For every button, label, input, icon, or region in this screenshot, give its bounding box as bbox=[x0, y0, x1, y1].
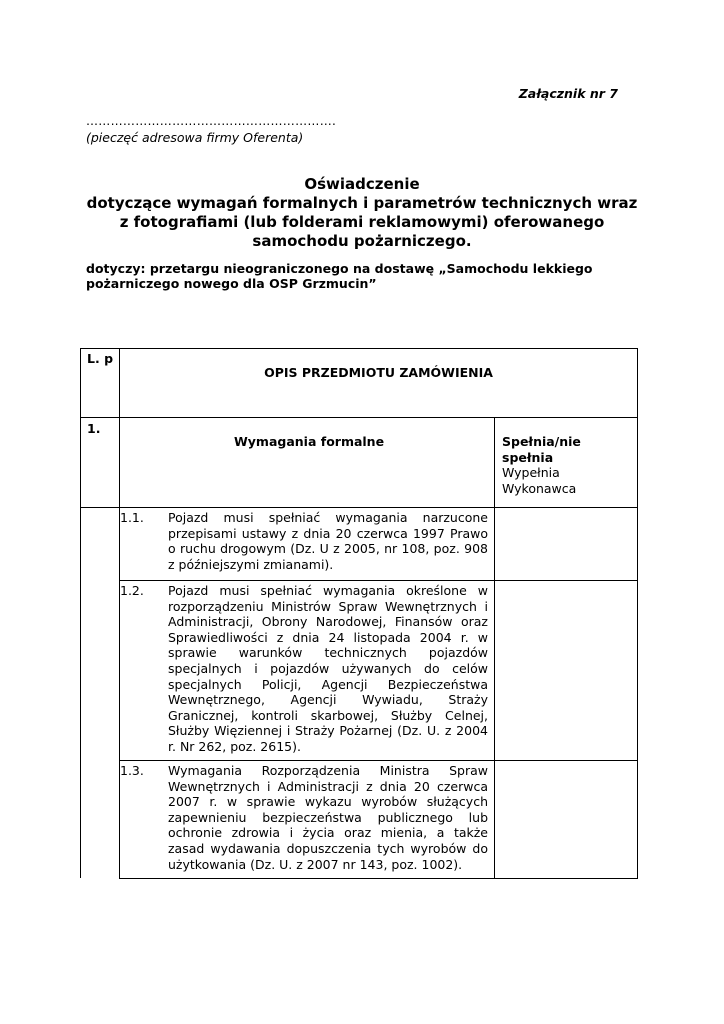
subject-line-2: pożarniczego nowego dla OSP Grzmucin” bbox=[86, 276, 377, 291]
table-border-top bbox=[80, 348, 638, 349]
title-line-1: Oświadczenie bbox=[304, 175, 420, 193]
table-row bbox=[120, 510, 488, 572]
title-line-3: z fotografiami (lub folderami reklamowymi) oferowanego bbox=[119, 213, 605, 231]
table-col-divider bbox=[119, 348, 120, 879]
column-description-header: OPIS PRZEDMIOTU ZAMÓWIENIA bbox=[264, 365, 493, 380]
table-row bbox=[120, 583, 488, 755]
column-lp-header: L. p bbox=[87, 351, 114, 366]
table-border-right bbox=[637, 348, 638, 879]
annex-label: Załącznik nr 7 bbox=[518, 86, 618, 101]
compliance-line-3: Wypełnia bbox=[502, 465, 560, 480]
compliance-line-2: spełnia bbox=[502, 449, 554, 465]
title-line-4: samochodu pożarniczego. bbox=[252, 232, 472, 250]
requirement-number: 1.2. bbox=[120, 583, 144, 598]
subject-line-1: dotyczy: przetargu nieograniczonego na dostawę „Samochodu lekkiego bbox=[86, 261, 593, 276]
tender-subject bbox=[86, 261, 606, 291]
table-compliance-divider bbox=[494, 417, 495, 879]
requirement-text: Pojazd musi spełniać wymagania narzucone przepisami ustawy z dnia 20 czerwca 1997 Prawo o ruchu drogowym (Dz. U z 2005, nr 108, poz. 908 z późniejszymi zmianami). bbox=[168, 510, 488, 572]
compliance-line-4: Wykonawca bbox=[502, 480, 577, 496]
table-rule-section bbox=[80, 507, 638, 508]
table-rule-row2 bbox=[119, 760, 638, 761]
compliance-line-1: Spełnia/nie bbox=[502, 434, 581, 449]
table-rule-row1 bbox=[119, 580, 638, 581]
requirement-text: Wymagania Rozporządzenia Ministra Spraw Wewnętrznych i Administracji z dnia 20 czerwca 2007 r. w sprawie wykazu wyrobów służących zapewnieniu bezpieczeństwa publicznego lub ochronie zdrowia i życia oraz mienia, a także zasad wydawania dopuszczenia tych wyrobów do użytkowania (Dz. U. z 2007 nr 143, poz. 1002). bbox=[168, 763, 488, 872]
section-title: Wymagania formalne bbox=[234, 434, 385, 449]
table-rule-header bbox=[80, 417, 638, 418]
table-row bbox=[120, 763, 488, 872]
table-border-left bbox=[80, 348, 81, 878]
compliance-header bbox=[502, 434, 581, 496]
table-rule-row3 bbox=[119, 878, 638, 879]
document-title bbox=[80, 175, 644, 251]
requirement-text: Pojazd musi spełniać wymagania określone w rozporządzeniu Ministrów Spraw Wewnętrznych i Administracji, Obrony Narodowej, Finansów oraz Sprawiedliwości z dnia 24 listopada 2004 r. w sprawie warunków technicznych pojazdów specjalnych i pojazdów używanych do celów specjalnych Policji, Agencji Bezpieczeństwa Wewnętrznego, Agencji Wywiadu, Straży Granicznej, kontroli skarbowej, Służby Celnej, Służby Więziennej i Straży Pożarnej (Dz. U. z 2004 r. Nr 262, poz. 2615). bbox=[168, 583, 488, 754]
title-line-2: dotyczące wymagań formalnych i parametrów technicznych wraz bbox=[86, 194, 638, 212]
requirement-number: 1.1. bbox=[120, 510, 144, 525]
requirement-number: 1.3. bbox=[120, 763, 144, 778]
stamp-dotted-line: ……………………………………………………. bbox=[86, 114, 337, 128]
stamp-caption: (pieczęć adresowa firmy Oferenta) bbox=[86, 130, 304, 145]
section-number: 1. bbox=[87, 421, 101, 436]
